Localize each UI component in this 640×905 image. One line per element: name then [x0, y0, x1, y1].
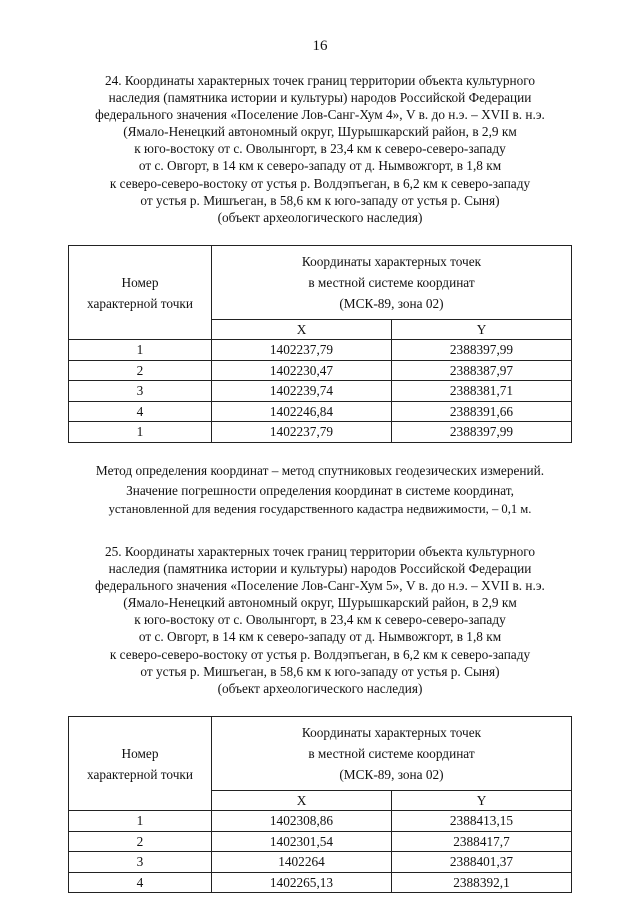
coord-y: 2388401,37: [392, 852, 572, 873]
point-number: 2: [69, 360, 212, 381]
header-text: (МСК-89, зона 02): [339, 767, 444, 782]
table-row: [69, 831, 572, 852]
coord-x: 1402264: [212, 852, 392, 873]
header-text: Номер: [121, 745, 159, 761]
coord-y: 2388391,66: [392, 401, 572, 422]
coord-x: 1402265,13: [212, 872, 392, 893]
table-row: [69, 401, 572, 422]
coord-x: 1402237,79: [212, 422, 392, 443]
coordinates-table-24: [68, 245, 572, 443]
coord-x: 1402246,84: [212, 401, 392, 422]
coord-x: 1402237,79: [212, 340, 392, 361]
heading-line: к юго-востоку от с. Оволынгорт, в 23,4 км к северо-северо-западу: [134, 141, 506, 157]
heading-line: федерального значения «Поселение Лов-Санг-Хум 4», V в. до н.э. – XVII в. н.э.: [95, 107, 545, 123]
table-row: [69, 872, 572, 893]
point-number: 1: [69, 340, 212, 361]
heading-line: (Ямало-Ненецкий автономный округ, Шурышкарский район, в 2,9 км: [123, 124, 517, 140]
coord-x: 1402230,47: [212, 360, 392, 381]
heading-line: к юго-востоку от с. Оволынгорт, в 23,4 км к северо-северо-западу: [134, 612, 506, 628]
heading-line: от устья р. Мишъеган, в 58,6 км к юго-западу от устья р. Сыня): [140, 663, 500, 679]
heading-line: (Ямало-Ненецкий автономный округ, Шурышкарский район, в 2,9 км: [123, 595, 517, 611]
point-number: 2: [69, 831, 212, 852]
point-number: 4: [69, 872, 212, 893]
table-row: [69, 852, 572, 873]
header-y: Y: [392, 791, 572, 811]
header-x: X: [212, 320, 392, 340]
header-coordinates: [212, 246, 572, 320]
coord-y: 2388392,1: [392, 872, 572, 893]
page-number: 16: [312, 38, 328, 54]
coord-y: 2388397,99: [392, 422, 572, 443]
coord-y: 2388413,15: [392, 811, 572, 832]
header-coordinates: [212, 717, 572, 791]
header-text: Координаты характерных точек: [301, 725, 482, 740]
header-text: (МСК-89, зона 02): [339, 296, 444, 311]
method-line: Метод определения координат – метод спутниковых геодезических измерений.: [95, 463, 545, 478]
heading-line: от с. Овгорт, в 14 км к северо-западу от д. Нымвожгорт, в 1,8 км: [138, 158, 502, 174]
section-24-heading: [70, 72, 570, 226]
coord-y: 2388381,71: [392, 381, 572, 402]
coord-x: 1402308,86: [212, 811, 392, 832]
heading-line: наследия (памятника истории и культуры) народов Российской Федерации: [108, 90, 532, 106]
header-point-number: [69, 246, 212, 340]
header-text: в местной системе координат: [308, 746, 475, 761]
coord-y: 2388387,97: [392, 360, 572, 381]
coord-y: 2388417,7: [392, 831, 572, 852]
heading-line: 24. Координаты характерных точек границ территории объекта культурного: [104, 73, 536, 88]
heading-line: 25. Координаты характерных точек границ территории объекта культурного: [104, 544, 536, 559]
heading-line: (объект археологического наследия): [217, 680, 423, 696]
point-number: 3: [69, 852, 212, 873]
header-text: Координаты характерных точек: [301, 254, 482, 269]
point-number: 1: [69, 811, 212, 832]
header-text: характерной точки: [87, 766, 193, 782]
header-point-number: [69, 717, 212, 811]
heading-line: федерального значения «Поселение Лов-Санг-Хум 5», V в. до н.э. – XVII в. н.э.: [95, 578, 545, 594]
point-number: 4: [69, 401, 212, 422]
heading-line: от с. Овгорт, в 14 км к северо-западу от д. Нымвожгорт, в 1,8 км: [138, 629, 502, 645]
header-x: X: [212, 791, 392, 811]
coord-y: 2388397,99: [392, 340, 572, 361]
point-number: 3: [69, 381, 212, 402]
coord-x: 1402239,74: [212, 381, 392, 402]
header-text: в местной системе координат: [308, 275, 475, 290]
table-row: [69, 360, 572, 381]
heading-line: к северо-северо-востоку от устья р. Волдэпъеган, в 6,2 км к северо-западу: [109, 646, 531, 662]
heading-line: наследия (памятника истории и культуры) народов Российской Федерации: [108, 561, 532, 577]
section-25-heading: [70, 543, 570, 697]
table-row: [69, 811, 572, 832]
point-number: 1: [69, 422, 212, 443]
header-y: Y: [392, 320, 572, 340]
table-row: [69, 422, 572, 443]
heading-line: (объект археологического наследия): [217, 209, 423, 225]
method-paragraph: [50, 461, 590, 520]
method-line: Значение погрешности определения координат в системе координат,: [126, 482, 514, 498]
header-text: Номер: [121, 274, 159, 290]
coord-x: 1402301,54: [212, 831, 392, 852]
heading-line: от устья р. Мишъеган, в 58,6 км к юго-западу от устья р. Сыня): [140, 192, 500, 208]
table-row: [69, 340, 572, 361]
header-text: характерной точки: [87, 295, 193, 311]
coordinates-table-25: [68, 716, 572, 893]
heading-line: к северо-северо-востоку от устья р. Волдэпъеган, в 6,2 км к северо-западу: [109, 175, 531, 191]
method-line: установленной для ведения государственного кадастра недвижимости, – 0,1 м.: [108, 502, 532, 516]
table-row: [69, 381, 572, 402]
